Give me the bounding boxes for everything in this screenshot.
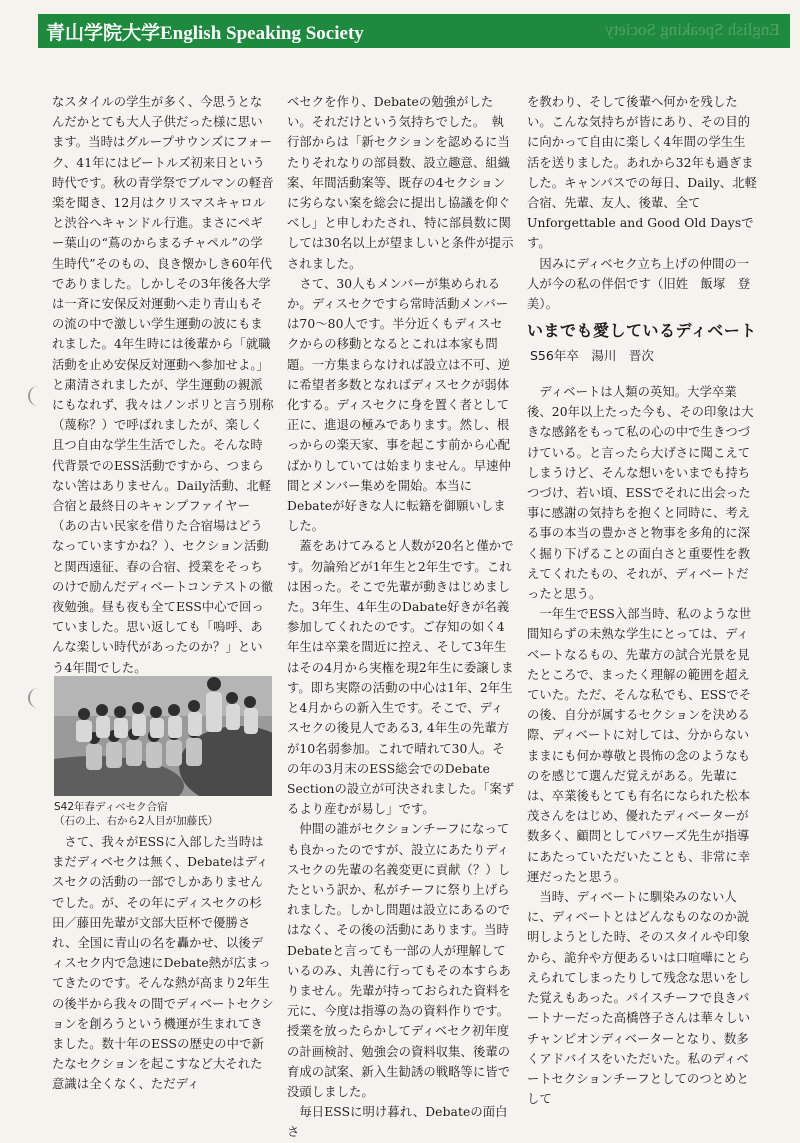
paragraph: さて、我々がESSに入部した当時はまだディベセクは無く、Debateはディスセクの活動の一部でしかありませんでした。が、その年にディスセクの杉田／藤田先輩が文部大臣杯で優勝され、全国に青山の名を轟かせ、以後ディスセク内で急速にDebate熱が広まってきたのです。そんな熱が高まり2年生の後半から我々の間でディベートセクションを創ろうという機運が生まれてきました。数十年のESSの歴史の中で新たなセクションを起こすなど大それた意識は全くなく、ただディ [52,835,274,1092]
paragraph: 蓋をあけてみると人数が20名と僅かです。勿論殆どが1年生と2年生です。これは困った。そこで先輩が動きはじめました。3年生、4年生のDabate好きが名義参加してくれたのです。ご存知の如く4年生は卒業を間近に控え、そして3年生はその4月から実権を現2年生に委譲します。即ち実際の活動の中心は1年、2年生と4月からの新入生です。そこで、ディスセクの後見人である3, 4年生の先輩方が10名弱参加。これで晴れて30人。その年の3月末のESS総会でのDebate Sectionの設立が可決されました。「案ずるより産むが易し」です。 [287,539,515,817]
binder-hole [28,386,44,406]
column-2 [287,92,515,1143]
paragraph: ベセクを作り、Debateの勉強がしたい。それだけという気持ちでした。 執行部からは「新セクションを認めるに当たりそれなりの部員数、設立趣意、組織案、年間活動案等、既存の4セクションに劣らない案を総会に提出し協議を仰ぐべし」と申しわたされ、特に部員数に関しては30名以上が望ましいと条件が提示されました。 [287,95,514,271]
binder-hole [28,688,44,708]
header-bar [38,14,790,48]
show-through-header: English Speaking Society [605,20,780,39]
paragraph: 毎日ESSに明け暮れ、Debateの面白さ [287,1105,508,1140]
column-1-continued [52,832,274,1095]
group-photo [54,676,272,796]
column-3-article [527,382,757,1109]
paragraph: ディベートは人類の英知。大学卒業後、20年以上たった今も、その印象は大きな感銘をもって私の心の中で生きつづけている。と言ったら大げさに聞こえてしまうけど、そんな想いをいまでも持ちつづけ、若い頃、ESSでそれに出会った事に感謝の気持ちを抱くと同時に、考える事の本当の豊かさと物事を多角的に深く掘り下げることの面白さと重要性を教えてくれたもの、それが、ディベートだったと思う。 [527,385,754,602]
paragraph: なスタイルの学生が多く、今思うとなんだかとても大人子供だった様に思います。当時はグループサウンズにフォーク、41年にはビートルズ初来日という時代です。秋の青学祭でブルマンの軽音楽を聞き、12月はクリスマスキャロルと渋谷へキャンドル行進。まさにペギー葉山の“蔦のからまるチャペル”の学生時代”そのもの、良き懐かしき60年代でありました。しかしその3年後各大学は一斉に安保反対運動へ走り青山もその流の中で激しい学生運動の波にもまれました。4年生時には後輩から「就職活動を止め安保反対運動へ参加せよ。」と粛清されましたが、学生運動の親派にもなれず、我々はノンポリと言う別称（蔑称？）で呼ばれましたが、楽しく且つ自由な学生生活でした。そんな時代背景でのESS活動ですから、つまらない筈はありません。Daily活動、北軽合宿と最終日のキャンプファイヤー（あの古い民家を借りた合宿場はどうなっていますかね？）、セクション活動と関西遠征、春の合宿、授業をそっちのけで励んだディベートコンテストの徹夜勉強。昼も夜も全てESS中心で回っていました。思い返しても「嗚呼、あんな楽しい時代があったのか？」という4年間でした。 [52,95,274,675]
paragraph: さて、30人もメンバーが集められるか。ディスセクですら常時活動メンバーは70～80人です。半分近くもディスセクからの移動となるとこれは本家も問題。一方集まらなければ設立は不可、逆に希望者多数となればディスセクが弱体化する。ディスセクに身を置く者として正に、進退の極みであります。然し、根っからの楽天家、事を起こす前から心配ばかりしていては始まりません。早速仲間とメンバー集めを開始。本当にDebateが好きな人に転籍を御願いしました。 [287,276,511,534]
paragraph: 一年生でESS入部当時、私のような世間知らずの未熟な学生にとっては、ディベートなるもの、先輩方の試合光景を見たところで、まったく理解の範囲を超えていた。ただ、そんな私でも、ESSでその後、自分が属するセクションを決める際、ディベートに対しては、分からないままにも何か尊敬と畏怖の念のようなものを感じて選んだ覚えがある。先輩には、卒業後もとても有名になられた松本茂さんをはじめ、優れたディベーターが数多く、顧問としてパワーズ先生が指導にあたっていただいたことも、非常に幸運だったと思う。 [527,607,752,884]
page-title: 青山学院大学English Speaking Society [46,23,364,44]
caption-line: S42年春ディベセク合宿 [54,801,168,813]
paragraph: 仲間の誰がセクションチーフになっても良かったのですが、設立にあたりディスセクの先輩の名義変更に貢献（？）したという訳か、私がチーフに祭り上げられました。しかし問題は設立にあるのではなく、その後の活動にあります。当時Debateと言っても一部の人が理解しているのみ、丸善に行ってもその本すらありません。先輩が持っておられた資料を元に、今度は指導の為の資料作りです。授業を放ったらかしてディベセク初年度の計画検討、勉強会の資料収集、後輩の育成の試案、新入生勧誘の戦略等に皆で没頭しました。 [287,822,511,1099]
article-byline: S56年卒 湯川 晋次 [530,348,654,363]
column-1 [52,92,274,678]
paragraph: を教わり、そして後輩へ何かを残したい。こんな気持ちが皆にあり、その目的に向かって自由に楽しく4年間の学生生活を送りました。あれから32年も過ぎました。キャンパスでの毎日、Daily、北軽合宿、先輩、友人、後輩、全てUnforgettable and Good Old Daysです。 [527,95,757,251]
photo-caption [54,800,274,828]
paragraph: 因みにディベセク立ち上げの仲間の一人が今の私の伴侶です（旧姓 飯塚 登美）。 [527,256,751,312]
caption-line: （石の上、右から2人目が加藤氏） [54,815,219,827]
paragraph: 当時、ディベートに馴染みのない人に、ディベートとはどんなものなのか説明しようとした時、そのスタイルや印象から、詭弁や方便あるいは口喧嘩にとらえられてしまったりして残念な思いをした覚えもあった。パイスチーフで良きパートナーだった高橋啓子さんは華々しいチャンピオンディベーターとなり、数多くアドバイスをいただいた。私のディベートセクションチーフとしてのつとめとして [527,890,751,1107]
column-3 [527,92,757,314]
article-title: いまでも愛しているディベート [527,321,757,340]
